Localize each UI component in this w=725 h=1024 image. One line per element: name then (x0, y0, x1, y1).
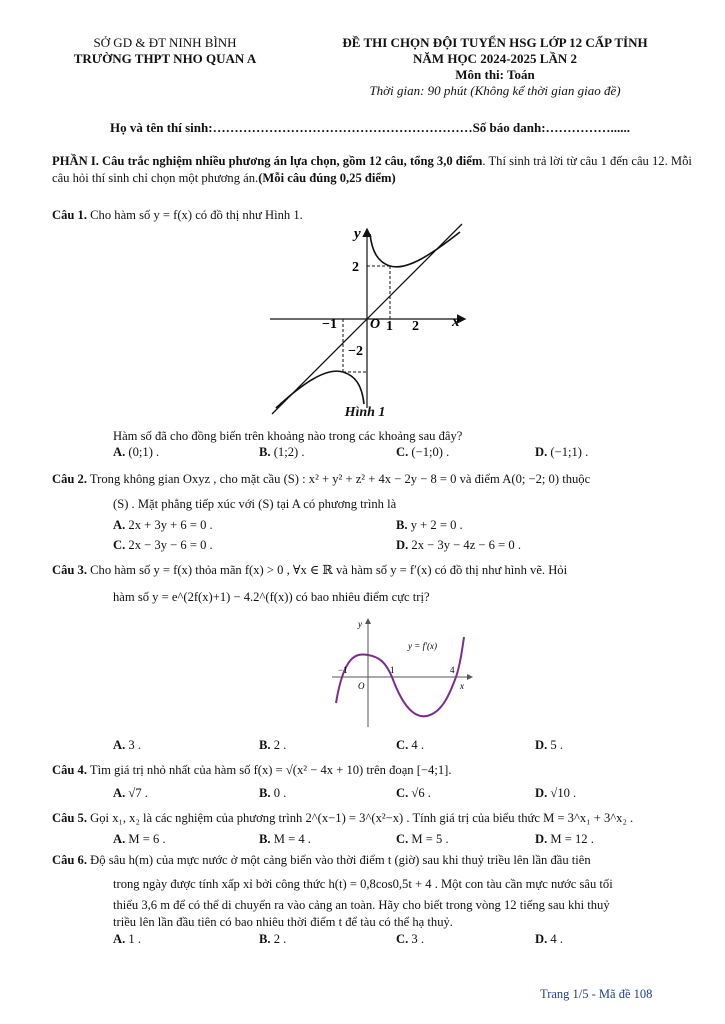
q5-stem (52, 810, 702, 827)
q2-option-c[interactable]: C. 2x − 3y − 6 = 0 . (113, 538, 213, 552)
q6-stem (52, 852, 702, 869)
q1-curve-lower (276, 371, 364, 408)
q1-tick-x2: 2 (412, 319, 419, 334)
q3-tick-x1: 1 (390, 665, 395, 675)
page-footer: Trang 1/5 - Mã đề 108 (540, 987, 653, 1001)
q3-y-label: y (358, 619, 362, 629)
q4-option-d[interactable]: D. √10 . (535, 786, 577, 800)
q3-x-label: x (460, 681, 464, 691)
q4-option-b[interactable]: B. 0 . (259, 786, 287, 800)
q6-line2: trong ngày được tính xấp xỉ bởi công thức h(t) = 0,8cos0,5t + 4 . Một con tàu cần mực nước sâu tối (113, 877, 613, 891)
school-name: TRƯỜNG THPT NHO QUAN A (73, 51, 257, 66)
q4-text: Tìm giá trị nhỏ nhất của hàm số f(x) = √(x² − 4x + 10) trên đoạn [−4;1]. (89, 763, 452, 777)
q3-label: Câu 3. (52, 563, 87, 577)
q1-label: Câu 1. (52, 208, 87, 222)
q1-text: Cho hàm số y = f(x) có đồ thị như Hình 1. (90, 208, 303, 222)
q6-option-c[interactable]: C. 3 . (396, 932, 424, 946)
school-dept: SỞ GD & ĐT NINH BÌNH (93, 35, 237, 50)
q3-stem (52, 562, 692, 579)
part1-title: PHẦN I. Câu trắc nghiệm nhiều phương án lựa chọn, gồm 12 câu, tổng 3,0 điểm (52, 154, 483, 168)
q3-tick-x4: 4 (450, 665, 455, 675)
q6-option-d[interactable]: D. 4 . (535, 932, 563, 946)
q2-label: Câu 2. (52, 472, 87, 486)
q1-ask: Hàm số đã cho đồng biến trên khoảng nào trong các khoảng sau đây? (113, 429, 463, 443)
q3-option-d[interactable]: D. 5 . (535, 738, 563, 752)
exam-subject: Môn thi: Toán (455, 67, 535, 82)
q5-option-a[interactable]: A. M = 6 . (113, 832, 166, 846)
q1-option-d[interactable]: D. (−1;1) . (535, 445, 589, 459)
q1-tick-x1: 1 (386, 319, 393, 334)
q1-curve-upper (370, 232, 460, 267)
q2-option-b[interactable]: B. y + 2 = 0 . (396, 518, 463, 532)
q5-text: Gọi x₁, x₂ là các nghiệm của phương trình 2^(x−1) = 3^(x²−x) . Tính giá trị của biểu thức M = 3^x₁ + 3^x₂ . (90, 811, 634, 825)
q3-option-a[interactable]: A. 3 . (113, 738, 141, 752)
q5-option-d[interactable]: D. M = 12 . (535, 832, 594, 846)
q3-figure (330, 615, 478, 730)
q2-option-a[interactable]: A. 2x + 3y + 6 = 0 . (113, 518, 213, 532)
q1-tick-xm1: −1 (322, 317, 337, 332)
q1-x-label: x (452, 314, 460, 330)
q1-tick-ym2: −2 (348, 344, 363, 359)
part1-points: (Mỗi câu đúng 0,25 điểm) (258, 171, 396, 185)
q6-line3: thiểu 3,6 m để có thể di chuyển ra vào cảng an toàn. Hãy cho biết trong vòng 12 tiếng sau khi thuỷ (113, 898, 610, 912)
q4-label: Câu 4. (52, 763, 87, 777)
q3-curve-label: y = f′(x) (408, 641, 438, 651)
q4-option-a[interactable]: A. √7 . (113, 786, 148, 800)
q2-line1: Trong không gian Oxyz , cho mặt cầu (S) : x² + y² + z² + 4x − 2y − 8 = 0 và điểm A(0; −2; 0) thuộc (89, 472, 591, 486)
q2-option-d[interactable]: D. 2x − 3y − 4z − 6 = 0 . (396, 538, 521, 552)
q1-origin: O (370, 317, 381, 332)
q1-option-a[interactable]: A. (0;1) . (113, 445, 160, 459)
q5-label: Câu 5. (52, 811, 87, 825)
q4-option-c[interactable]: C. √6 . (396, 786, 431, 800)
q5-option-c[interactable]: C. M = 5 . (396, 832, 449, 846)
q3-option-c[interactable]: C. 4 . (396, 738, 424, 752)
q3-line1: Cho hàm số y = f(x) thỏa mãn f(x) > 0 , ∀x ∈ ℝ và hàm số y = f′(x) có đồ thị như hình vẽ. Hỏi (90, 563, 568, 577)
part1-rest: . Thí sinh trả lời từ câu 1 đến câu 12. Mỗi câu hỏi thí sinh chỉ chọn một phương án. (52, 154, 692, 185)
q3-tick-xm1: −1 (338, 665, 348, 675)
q6-option-b[interactable]: B. 2 . (259, 932, 287, 946)
q4-stem (52, 762, 692, 779)
q6-line4: triều lên lần đầu tiên có bao nhiêu thời điểm t để tàu có thể hạ thuỷ. (113, 915, 453, 929)
student-info-line: Họ và tên thí sinh:……………………………………………………Số báo danh:……………...... (110, 120, 631, 135)
q3-line2: hàm số y = e^(2f(x)+1) − 4.2^(f(x)) có bao nhiêu điểm cực trị? (113, 590, 430, 604)
q3-origin: O (358, 681, 365, 691)
q1-option-c[interactable]: C. (−1;0) . (396, 445, 450, 459)
part1-intro (52, 153, 692, 187)
q1-figure-caption: Hình 1 (344, 405, 386, 420)
q6-label: Câu 6. (52, 853, 87, 867)
exam-year: NĂM HỌC 2024-2025 LẦN 2 (413, 51, 577, 66)
q3-option-b[interactable]: B. 2 . (259, 738, 287, 752)
exam-title: ĐỀ THI CHỌN ĐỘI TUYỂN HSG LỚP 12 CẤP TỈNH (342, 35, 648, 50)
exam-time: Thời gian: 90 phút (Không kể thời gian giao đề) (369, 83, 621, 98)
q5-option-b[interactable]: B. M = 4 . (259, 832, 311, 846)
q1-option-b[interactable]: B. (1;2) . (259, 445, 305, 459)
q2-line2: (S) . Mặt phẳng tiếp xúc với (S) tại A có phương trình là (113, 497, 397, 511)
q6-option-a[interactable]: A. 1 . (113, 932, 141, 946)
q1-tick-y2: 2 (352, 260, 359, 275)
q6-line1: Độ sâu h(m) của mực nước ở một cảng biển vào thời điểm t (giờ) sau khi thuỷ triều lên lần đầu tiên (90, 853, 591, 867)
q1-figure (262, 222, 472, 418)
q1-y-label: y (354, 226, 361, 242)
q2-stem (52, 471, 692, 488)
